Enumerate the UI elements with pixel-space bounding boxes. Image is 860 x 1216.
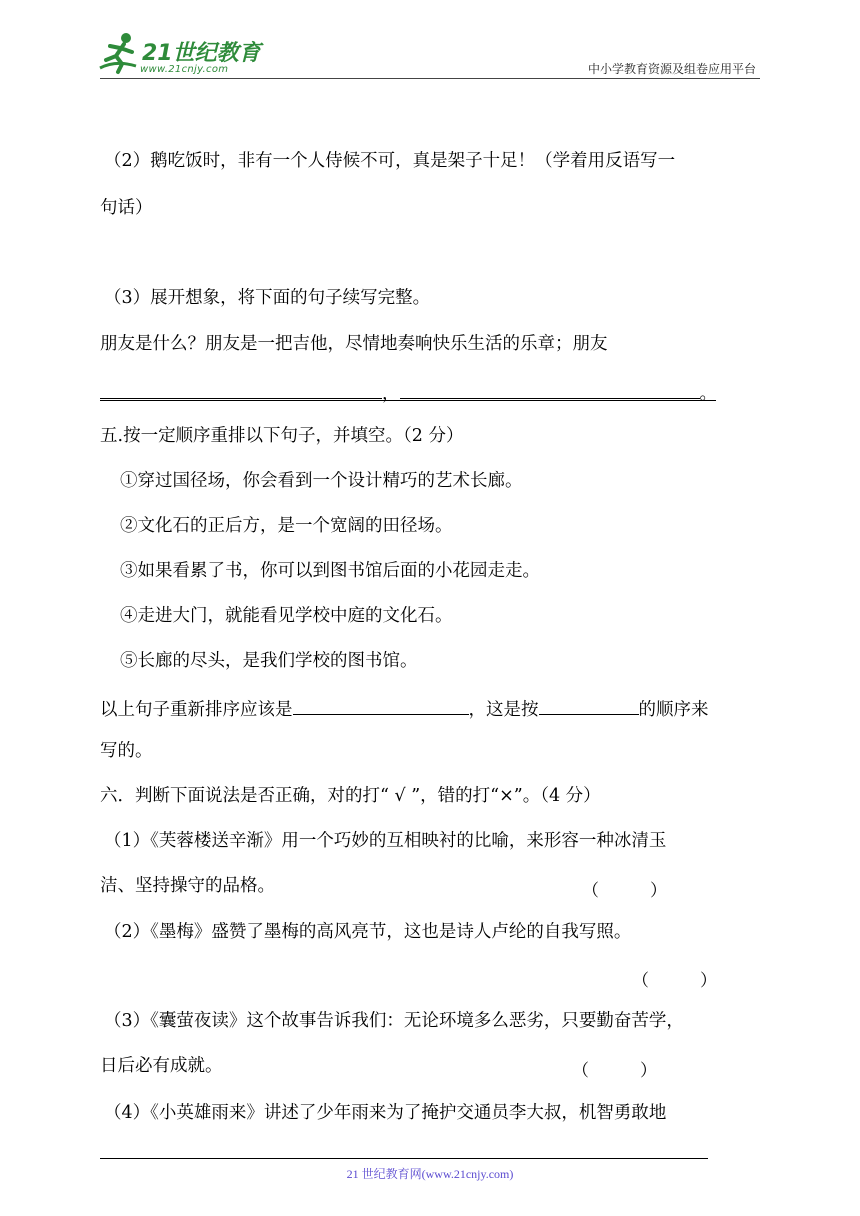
answer-underline	[100, 400, 716, 401]
q4-2-line-1: （2）鹅吃饭时，非有一个人侍候不可，真是架子十足！（学着用反语写一	[104, 151, 676, 171]
platform-name: 中小学教育资源及组卷应用平台	[587, 62, 756, 76]
s5-sentence-4: ④走进大门，就能看见学校中庭的文化石。	[120, 606, 453, 626]
comma: ，	[382, 384, 400, 404]
s6-item-3-line-1: （3）《囊萤夜读》这个故事告诉我们：无论环境多么恶劣，只要勤奋苦学，	[104, 1011, 684, 1031]
sequence-blank[interactable]	[539, 698, 639, 715]
s5-sentence-1: ①穿过国径场，你会看到一个设计精巧的艺术长廊。	[120, 471, 523, 491]
s5-sentence-2: ②文化石的正后方，是一个宽阔的田径场。	[120, 516, 453, 536]
logo-text: 21世纪教育	[142, 41, 261, 66]
s6-item-2: （2）《墨梅》盛赞了墨梅的高风亮节，这也是诗人卢纶的自我写照。	[104, 922, 632, 942]
s5-fill-line-2: 写的。	[100, 741, 153, 761]
q4-3-instruction: （3）展开想象，将下面的句子续写完整。	[104, 288, 431, 308]
header-divider	[100, 78, 760, 79]
logo-url: www.21cnjy.com	[140, 64, 229, 75]
s6-answer-3[interactable]: （ ）	[572, 1061, 657, 1081]
period: 。	[699, 384, 717, 404]
runner-logo-icon	[96, 30, 142, 76]
s5-sentence-5: ⑤长廊的尽头，是我们学校的图书馆。	[120, 651, 418, 671]
s5-fill-text-a: 以上句子重新排序应该是	[100, 700, 293, 720]
section-5-title: 五.按一定顺序重排以下句子，并填空。（2 分）	[100, 426, 464, 446]
s5-fill-line	[100, 698, 709, 720]
q4-3-sentence: 朋友是什么？朋友是一把吉他，尽情地奏响快乐生活的乐章；朋友	[100, 334, 608, 354]
page-header	[0, 0, 860, 90]
answer-blank-1[interactable]	[100, 382, 382, 399]
s5-sentence-3: ③如果看累了书，你可以到图书馆后面的小花园走走。	[120, 561, 540, 581]
s6-item-4: （4）《小英雄雨来》讲述了少年雨来为了掩护交通员李大叔，机智勇敢地	[104, 1103, 667, 1123]
order-blank[interactable]	[293, 698, 469, 715]
s5-fill-text-c: 的顺序来	[638, 700, 709, 720]
s6-item-1-line-2: 洁、坚持操守的品格。	[100, 876, 275, 896]
s6-item-3-line-2: 日后必有成就。	[100, 1056, 223, 1076]
site-logo	[96, 30, 261, 80]
s5-fill-text-b: ，这是按	[468, 700, 539, 720]
footer-link[interactable]: 21 世纪教育网(www.21cnjy.com)	[346, 1167, 514, 1181]
footer-divider	[100, 1158, 708, 1159]
s6-answer-1[interactable]: （ ）	[582, 881, 667, 901]
q4-2-line-2: 句话）	[100, 198, 153, 218]
section-6-title: 六．判断下面说法是否正确，对的打“ √ ”，错的打“×”。（4 分）	[100, 786, 601, 806]
s6-item-1-line-1: （1）《芙蓉楼送辛渐》用一个巧妙的互相映衬的比喻，来形容一种冰清玉	[104, 831, 667, 851]
answer-blank-2[interactable]	[400, 382, 700, 399]
s6-answer-2[interactable]: （ ）	[632, 971, 717, 991]
